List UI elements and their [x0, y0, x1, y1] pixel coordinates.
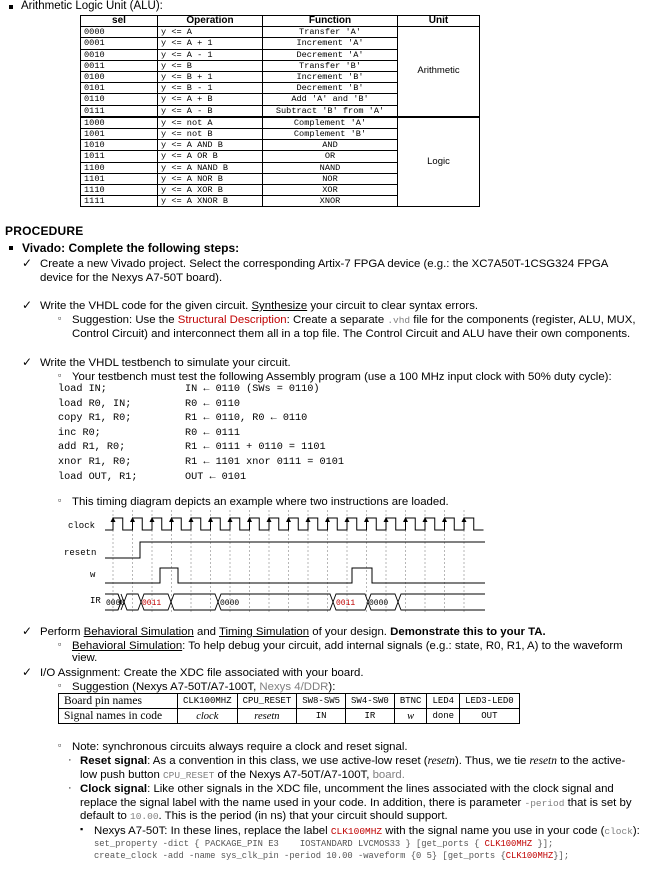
procedure-title: PROCEDURE: [5, 224, 84, 238]
cell-fn: Complement 'B': [263, 129, 398, 140]
cell-fn: Add 'A' and 'B': [263, 94, 398, 105]
cell-op: y <= A XNOR B: [158, 196, 263, 207]
step-write-vhdl: Write the VHDL code for the given circuit. Synthesize your circuit to clear syntax errors.: [40, 300, 479, 312]
sub-bullet: ▫: [58, 740, 62, 750]
cell-op: y <= A + B: [158, 94, 263, 105]
step-create-project: Create a new Vivado project. Select the corresponding Artix-7 FPGA device (e.g.: the XC7A50T-1CSG324 FPGA device for the Nexys A7-50T board).: [40, 258, 608, 284]
check-icon: ✓: [22, 298, 33, 312]
pin-cell: CPU_RESET: [237, 694, 297, 709]
cell-sel: 0110: [81, 94, 158, 105]
step-simulation: Perform Behavioral Simulation and Timing Simulation of your design. Demonstrate this to your TA.: [40, 626, 546, 638]
pin-cell: Board pin names: [59, 694, 178, 709]
cell-fn: XNOR: [263, 196, 398, 207]
asm-instruction: xnor R1, R0;: [58, 457, 132, 468]
signal-label-clock: clock: [68, 521, 96, 531]
ir-value: 0011: [336, 599, 356, 608]
ir-value: 0000: [106, 599, 126, 608]
cell-fn: Subtract 'B' from 'A': [263, 105, 398, 117]
step-io-assignment: I/O Assignment: Create the XDC file associated with your board.: [40, 667, 364, 679]
asm-instruction: inc R0;: [58, 427, 101, 439]
pin-cell: LED4: [427, 694, 460, 709]
sub-bullet: ▫: [58, 680, 62, 690]
signal-label-ir: IR: [90, 596, 101, 606]
ir-value: 0000: [220, 599, 240, 608]
check-icon: ✓: [22, 624, 33, 638]
suggestion-structural: Suggestion: Use the Structural Description: Create a separate .vhd file for the components (register, ALU, MUX, Control Circuit) and interconnect them all in a top file. The Control Circuit and ALU have their own components.: [72, 314, 636, 340]
cell-sel: 0001: [81, 38, 158, 49]
sub-bullet: ▫: [58, 495, 62, 505]
table-row: [81, 117, 480, 129]
cell-sel: 1010: [81, 140, 158, 151]
pin-table: [58, 693, 520, 724]
pin-cell: clock: [178, 709, 238, 724]
cell-sel: 0000: [81, 27, 158, 38]
cell-sel: 1111: [81, 196, 158, 207]
cell-sel: 0011: [81, 60, 158, 71]
table-row: [81, 27, 480, 38]
cell-sel: 0111: [81, 105, 158, 117]
check-icon: ✓: [22, 256, 33, 270]
cell-sel: 1110: [81, 185, 158, 196]
timing-diagram: [60, 508, 490, 612]
asm-effect: IN ← 0110 (SWs = 0110): [185, 384, 320, 395]
bullet: [9, 246, 13, 250]
clock-signal-note: Clock signal: Like other signals in the XDC file, uncomment the lines associated with the clock signal and replace the signal label with the name used in your code. In addition, there is parameter -period that is set by default to 10.00. This is the period (in ns) that your circuit should support.: [80, 783, 632, 822]
asm-effect: R0 ← 0111: [185, 427, 241, 439]
nexys-note: Nexys A7-50T: In these lines, replace the label CLK100MHZ with the signal name you use in your code (clock):: [94, 825, 640, 837]
pin-cell: Signal names in code: [59, 709, 178, 724]
cell-fn: Decrement 'B': [263, 83, 398, 94]
cell-sel: 0010: [81, 49, 158, 60]
pin-cell: done: [427, 709, 460, 724]
cell-unit: Arithmetic: [398, 27, 480, 117]
sub-bullet: ▫: [58, 639, 62, 649]
check-icon: ✓: [22, 665, 33, 679]
cell-fn: Transfer 'A': [263, 27, 398, 38]
asm-effect: R1 ← 0111 + 0110 = 1101: [185, 442, 326, 454]
dot-bullet: ·: [68, 754, 72, 766]
sub-bullet: ▫: [58, 313, 62, 323]
vivado-heading: Vivado: Complete the following steps:: [22, 241, 240, 255]
cell-fn: Decrement 'A': [263, 49, 398, 60]
cell-sel: 1100: [81, 162, 158, 173]
dot-bullet: ·: [68, 782, 72, 794]
pin-cell: CLK100MHZ: [178, 694, 238, 709]
cell-fn: XOR: [263, 185, 398, 196]
sub-bullet: ▪: [80, 824, 84, 834]
clock-waveform: [105, 518, 484, 530]
cell-fn: NAND: [263, 162, 398, 173]
cell-op: y <= A NAND B: [158, 162, 263, 173]
pin-cell: BTNC: [394, 694, 427, 709]
cell-sel: 1000: [81, 117, 158, 129]
sub-bullet: ▫: [58, 370, 62, 380]
cell-fn: Complement 'A': [263, 117, 398, 129]
step-testbench: Write the VHDL testbench to simulate your circuit.: [40, 357, 291, 369]
cell-op: y <= A XOR B: [158, 185, 263, 196]
pin-cell: IN: [297, 709, 346, 724]
cell-op: y <= A + 1: [158, 38, 263, 49]
cell-fn: AND: [263, 140, 398, 151]
col-header: Operation: [158, 16, 263, 27]
alu-heading: Arithmetic Logic Unit (ALU):: [21, 0, 163, 12]
asm-instruction: copy R1, R0;: [58, 413, 132, 425]
cell-op: y <= not B: [158, 129, 263, 140]
asm-effect: R0 ← 0110: [185, 398, 241, 410]
cell-fn: Increment 'A': [263, 38, 398, 49]
cell-op: y <= A AND B: [158, 140, 263, 151]
cell-op: y <= A - 1: [158, 49, 263, 60]
cell-sel: 0101: [81, 83, 158, 94]
col-header: Unit: [398, 16, 480, 27]
testbench-instructions: Your testbench must test the following Assembly program (use a 100 MHz input clock with 50% duty cycle):: [72, 371, 612, 383]
cell-sel: 1011: [81, 151, 158, 162]
ir-value: 0011: [142, 599, 162, 608]
sync-note: Note: synchronous circuits always require a clock and reset signal.: [72, 741, 408, 753]
cell-op: y <= A OR B: [158, 151, 263, 162]
col-header: sel: [81, 16, 158, 27]
cell-op: y <= A NOR B: [158, 173, 263, 184]
asm-instruction: load OUT, R1;: [58, 471, 138, 483]
asm-instruction: add R1, R0;: [58, 442, 126, 454]
cell-unit: Logic: [398, 117, 480, 207]
asm-effect: R1 ← 0110, R0 ← 0110: [185, 413, 308, 425]
pin-suggestion: Suggestion (Nexys A7-50T/A7-100T, Nexys 4/DDR):: [72, 681, 336, 693]
asm-effect: R1 ← 1101 xnor 0111 = 0101: [185, 457, 344, 468]
pin-cell: LED3-LED0: [460, 694, 520, 709]
signal-label-w: w: [90, 570, 96, 580]
asm-effect: OUT ← 0101: [185, 471, 247, 483]
cell-fn: Increment 'B': [263, 72, 398, 83]
cell-op: y <= B + 1: [158, 72, 263, 83]
pin-cell: SW8-SW5: [297, 694, 346, 709]
ir-bus: [105, 594, 485, 610]
resetn-waveform: [105, 542, 485, 558]
pin-cell: OUT: [460, 709, 520, 724]
alu-table: [80, 15, 480, 207]
pin-cell: w: [394, 709, 427, 724]
cell-sel: 1101: [81, 173, 158, 184]
cell-op: y <= B - 1: [158, 83, 263, 94]
asm-instruction: load IN;: [58, 384, 107, 395]
reset-signal-note: Reset signal: As a convention in this class, we use active-low reset (resetn). Thus, we tie resetn to the active-low push button CPU_RESET of the Nexys A7-50T/A7-100T, board.: [80, 755, 626, 781]
xdc-line-2: create_clock -add -name sys_clk_pin -period 10.00 -waveform {0 5} [get_ports {CLK100MHZ}];: [94, 851, 570, 861]
cell-sel: 0100: [81, 72, 158, 83]
xdc-line-1: set_property -dict { PACKAGE_PIN E3 IOSTANDARD LVCMOS33 } [get_ports { CLK100MHZ }];: [94, 839, 554, 849]
w-waveform: [105, 568, 485, 583]
signal-label-resetn: resetn: [64, 548, 97, 558]
cell-op: y <= A: [158, 27, 263, 38]
cell-op: y <= A - B: [158, 105, 263, 117]
cell-sel: 1001: [81, 129, 158, 140]
ir-value: 0000: [369, 599, 389, 608]
col-header: Function: [263, 16, 398, 27]
cell-fn: Transfer 'B': [263, 60, 398, 71]
check-icon: ✓: [22, 355, 33, 369]
cell-op: y <= not A: [158, 117, 263, 129]
pin-cell: resetn: [237, 709, 297, 724]
pin-cell: IR: [346, 709, 395, 724]
asm-instruction: load R0, IN;: [58, 398, 132, 410]
pin-cell: SW4-SW0: [346, 694, 395, 709]
timing-note: This timing diagram depicts an example where two instructions are loaded.: [72, 496, 449, 508]
cell-fn: OR: [263, 151, 398, 162]
bullet: [9, 5, 13, 9]
cell-fn: NOR: [263, 173, 398, 184]
cell-op: y <= B: [158, 60, 263, 71]
behavioral-sim-note: Behavioral Simulation: To help debug your circuit, add internal signals (e.g.: state, R0, R1, A) to the waveform view.: [72, 640, 623, 664]
